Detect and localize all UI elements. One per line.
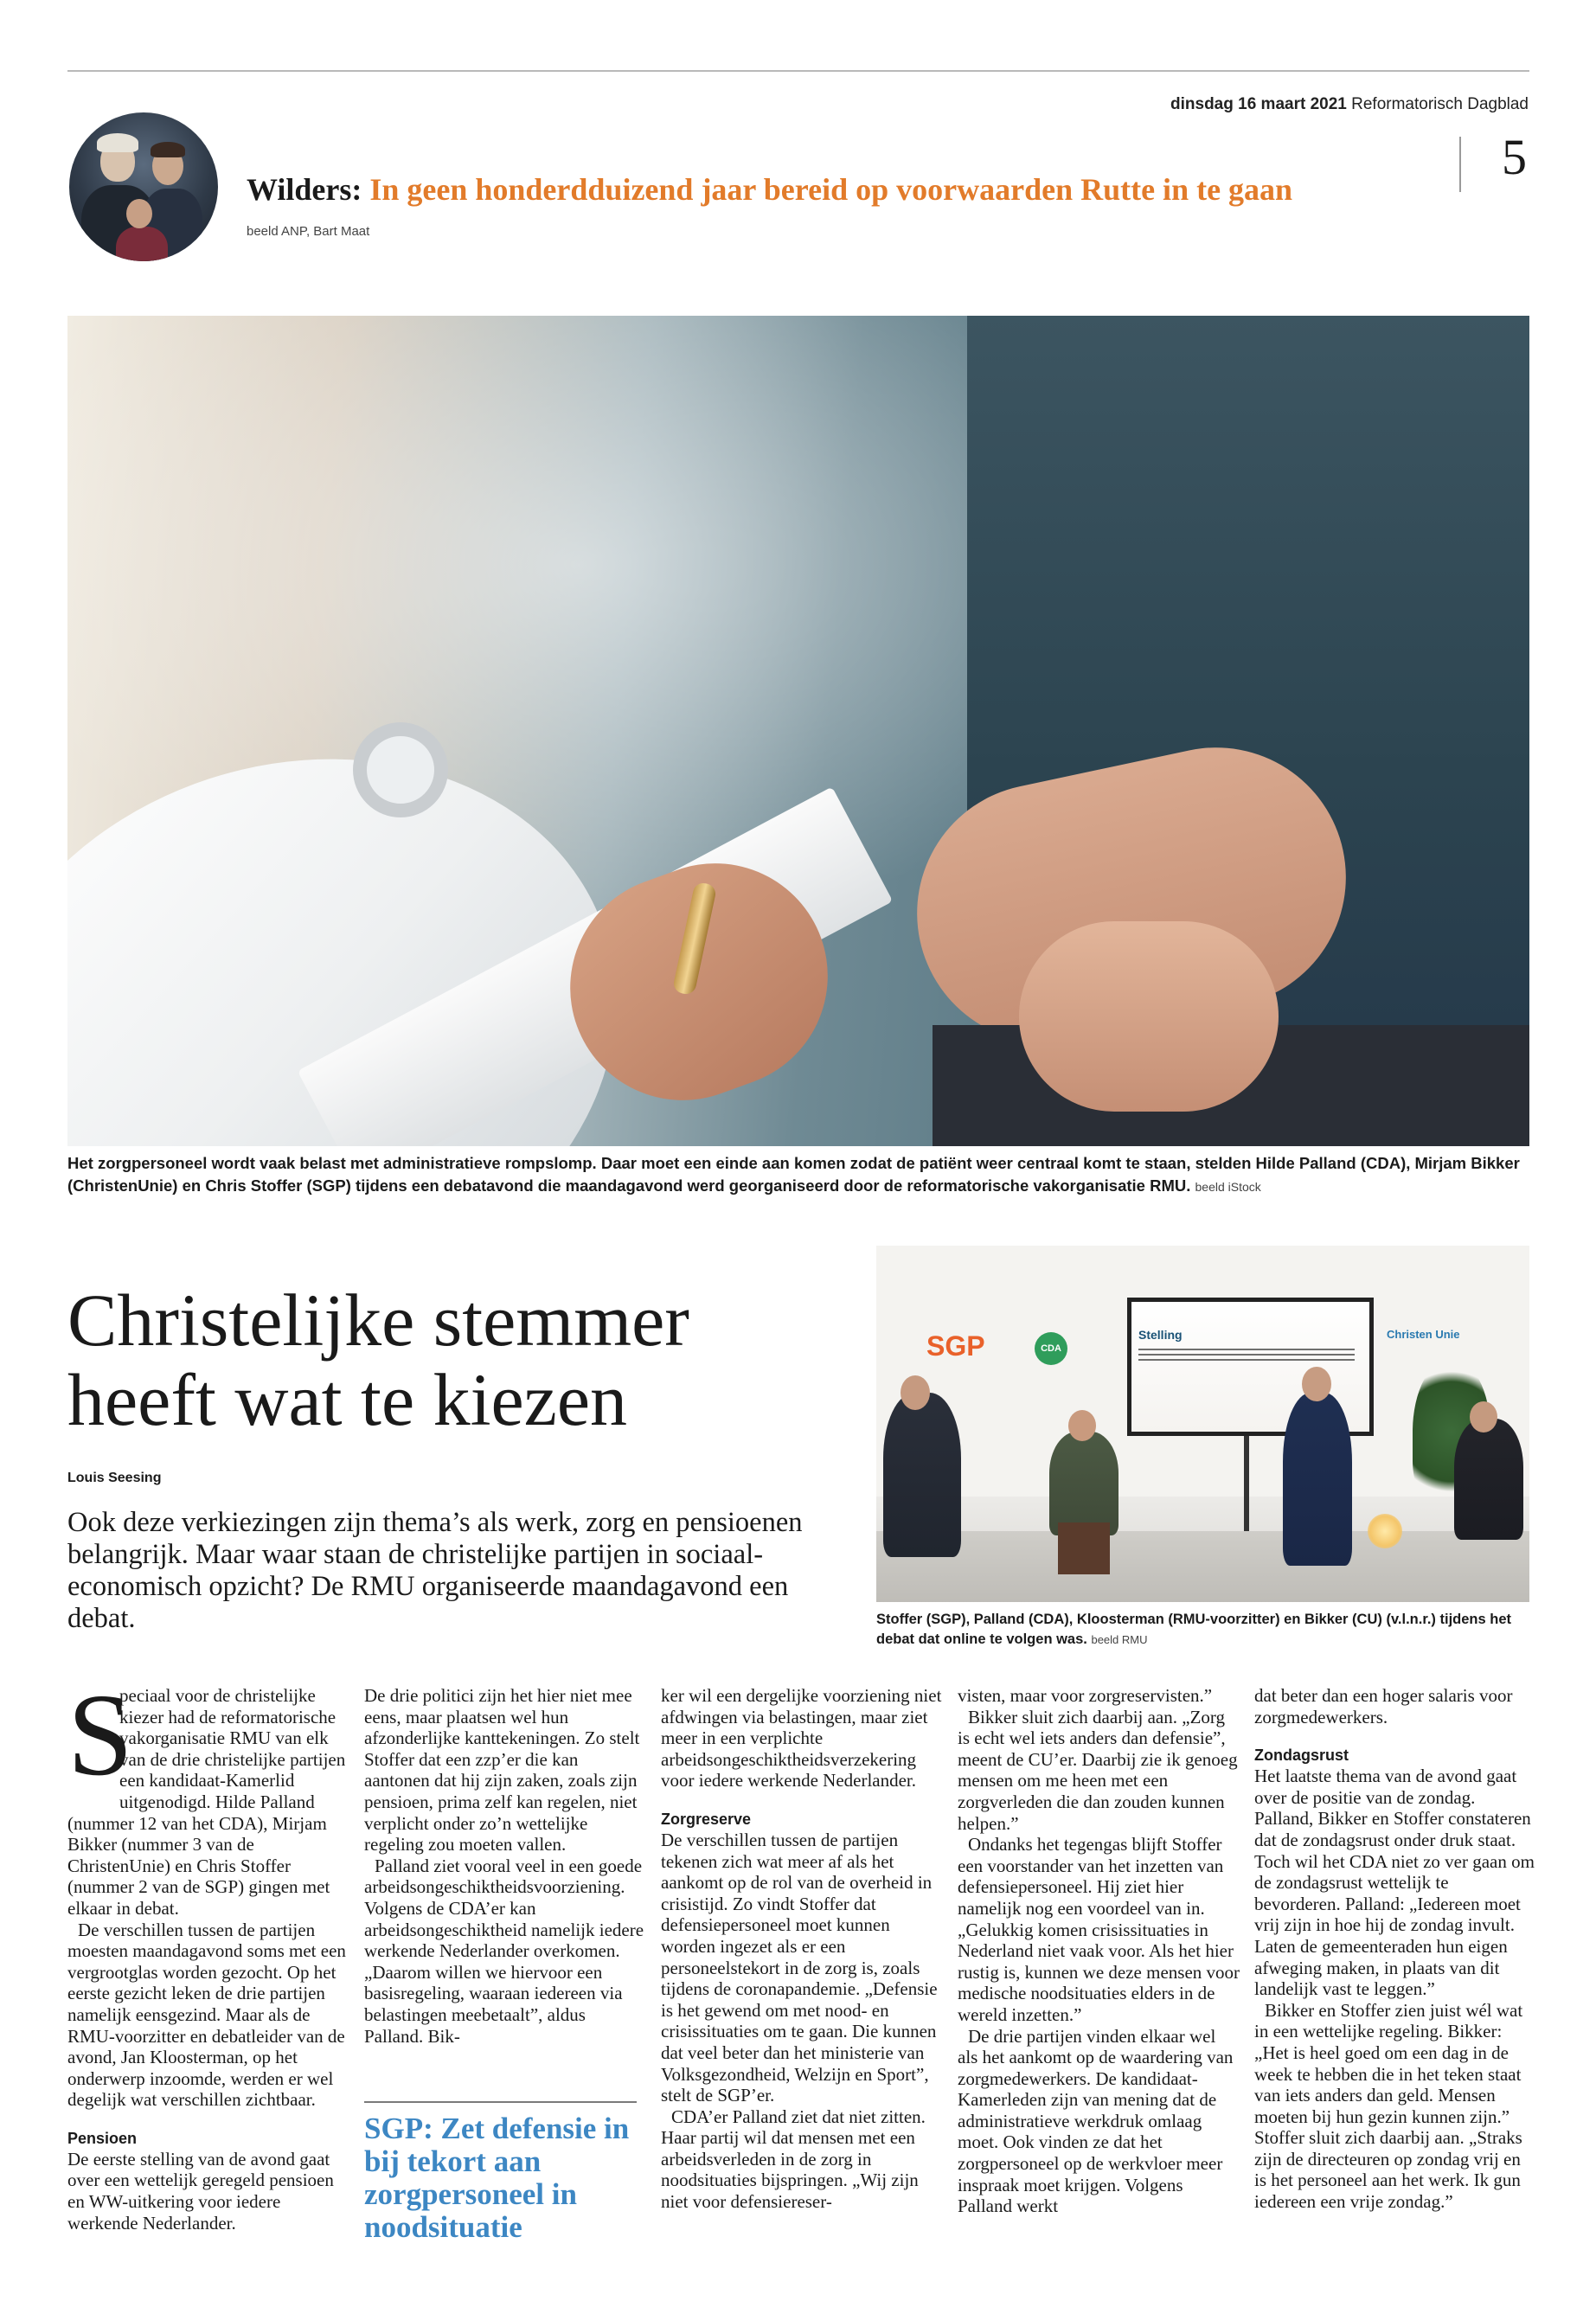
speaker-head	[1302, 1367, 1331, 1401]
body-column-4	[958, 1685, 1240, 2217]
body-paragraph: De drie partijen vinden elkaar wel als het aankomt op de waardering van zorgmedewerkers. De kandidaat-Kamerleden zijn van mening dat de administratieve werkdruk omlaag moet. Ook vinden ze dat het zorgpersoneel op de werkvloer meer inspraak moet krijgen. Volgens Palland werkt	[958, 2025, 1234, 2217]
page-number-divider	[1459, 137, 1461, 192]
body-paragraph: De drie politici zijn het hier niet mee eens, maar plaatsen wel hun afzonderlijke kanttekeningen. Zo stelt Stoffer dat een zzp’er die kan aantonen dat hij zijn zaken, zoals zijn pensioen, prima zelf kan regelen, niet verplicht onder zo’n wettelijke regeling zou moeten vallen.	[364, 1685, 640, 1856]
speaker-stoffer	[883, 1393, 961, 1557]
body-paragraph: dat beter dan een hoger salaris voor zorgmedewerkers.	[1254, 1685, 1513, 1727]
pullquote-rule	[364, 2101, 637, 2103]
screen-stand	[1244, 1436, 1249, 1531]
teaser-photo-face	[126, 199, 152, 228]
body-paragraph: Bikker en Stoffer zien juist wél wat in een wettelijke regeling. Bikker: „Het is heel goed om een dag in de week te hebben die in het teken staat van iets anders dan geld. Mensen moeten bij hun gezin kunnen zijn.” Stoffer sluit zich daarbij aan. „Straks zijn de directeuren op zondag vrij en is het personeel aan het werk. Ik gun iedereen een vrije zondag.”	[1254, 1999, 1523, 2213]
teaser-name: Wilders:	[247, 172, 362, 207]
body-paragraph: De verschillen tussen de partijen moesten maandagavond soms met een vergrootglas worden gezocht. Op het eerste gezicht leken de drie partijen namelijk eensgezind. Maar als de RMU-voorzitter en debatleider van de avond, Jan Kloosterman, op het onderwerp inzoomde, werden er wel degelijk wat verschillen zichtbaar.	[67, 1919, 346, 2111]
teaser-photo-figure	[116, 227, 168, 261]
cda-logo: CDA	[1035, 1332, 1067, 1365]
drop-cap: S	[67, 1670, 133, 1800]
pullquote: SGP: Zet defensie in bij tekort aan zorgpersoneel in noodsituatie	[364, 2112, 630, 2244]
issue-date: dinsdag 16 maart 2021	[1170, 95, 1347, 113]
body-paragraph: peciaal voor de christelijke kiezer had de reformatorische vakorganisatie RMU van elk van de drie christelijke partijen een kandidaat-Kamerlid uitgenodigd. Hilde Palland (nummer 12 van het CDA), Mirjam Bikker (nummer 3 van de ChristenUnie) en Chris Stoffer (nummer 2 van de SGP) gingen met elkaar in debat.	[67, 1685, 346, 1919]
speaker-head	[901, 1375, 930, 1410]
body-paragraph: Het laatste thema van de avond gaat over de positie van de zondag. Palland, Bikker en Stoffer constateren dat de zondagsrust onder druk staat. Toch wil het CDA niet zo ver gaan om de zondagsrust wettelijk te bevorderen. Palland: „Iedereen moet vrij zijn in hoe hij de zondag invult. Laten de gemeenteraden hun eigen afweging maken, in plaats van dit landelijk vast te leggen.”	[1254, 1766, 1535, 2000]
body-paragraph: Ondanks het tegengas blijft Stoffer een voorstander van het inzetten van defensiepersoneel. Hij ziet hier namelijk nog een voordeel van in. „Gelukkig komen crisissituaties in Nederland niet vaak voor. Als het hier rustig is, kunnen we deze mensen voor medische noodsituaties elders in de wereld inzetten.”	[958, 1834, 1240, 2025]
hero-photo-patient-hands	[1019, 921, 1279, 1112]
christenunie-logo: Christen Unie	[1387, 1328, 1460, 1341]
body-column-3	[661, 1685, 943, 2213]
teaser-photo-credit: beeld ANP, Bart Maat	[247, 224, 370, 239]
speaker-palland	[1049, 1432, 1118, 1535]
teaser-text: In geen honderdduizend jaar bereid op voorwaarden Rutte in te gaan	[369, 172, 1293, 207]
body-paragraph: CDA’er Palland ziet dat niet zitten. Haar partij wil dat mensen met een arbeidsverleden in de zorg in noodsituaties bijspringen. „Wij zijn niet voor defensiereser-	[661, 2106, 926, 2213]
hero-photo-credit: beeld iStock	[1195, 1180, 1261, 1194]
body-paragraph: visten, maar voor zorgreservisten.”	[958, 1685, 1213, 1706]
body-column-2	[364, 1685, 646, 2047]
sgp-logo: SGP	[926, 1330, 985, 1362]
body-paragraph: De verschillen tussen de partijen tekenen zich wat meer af als het aankomt op de rol van de overheid in crisistijd. Zo vindt Stoffer dat defensiepersoneel moet kunnen worden ingezet als er een personeelstekort in de zorg is, zoals tijdens de coronapandemie. „Defensie is het gewend om met nood- en crisissituaties om te gaan. Die kunnen dat veel beter dan het ministerie van Volksgezondheid, Welzijn en Sport”, stelt de SGP’er.	[661, 1829, 938, 2106]
article-headline: Christelijke stemmer heeft wat te kiezen	[67, 1279, 689, 1441]
speaker-kloosterman	[1283, 1393, 1352, 1566]
hero-caption	[67, 1152, 1529, 1198]
subheading-zorgreserve: Zorgreserve	[661, 1810, 752, 1828]
debate-photo-floor	[876, 1531, 1529, 1602]
publication-name: Reformatorisch Dagblad	[1351, 95, 1529, 113]
body-paragraph: Bikker sluit zich daarbij aan. „Zorg is echt wel iets anders dan defensie”, meent de CU’er. Daarbij zie ik genoeg mensen om me heen met een zorgverleden die dan zouden kunnen helpen.”	[958, 1706, 1238, 1834]
debate-photo-credit: beeld RMU	[1091, 1633, 1148, 1646]
hero-caption-text: Het zorgpersoneel wordt vaak belast met administratieve rompslomp. Daar moet een einde aan komen zodat de patiënt weer centraal komt te staan, stelden Hilde Palland (CDA), Mirjam Bikker (ChristenUnie) en Chris Stoffer (SGP) tijdens een debatavond die maandagavond werd georganiseerd door de reformatorische vakorganisatie RMU.	[67, 1154, 1520, 1195]
subheading-zondagsrust: Zondagsrust	[1254, 1747, 1349, 1765]
screen-text-lines	[1138, 1349, 1355, 1364]
speaker-bikker	[1454, 1419, 1523, 1540]
teaser-photo-hair	[97, 133, 138, 152]
dateline	[1170, 95, 1529, 114]
body-paragraph: ker wil een dergelijke voorziening niet afdwingen via belastingen, maar ziet meer in een verplichte arbeidsongeschiktheidsverzekering voor iedere werkende Nederlander.	[661, 1685, 942, 1791]
subheading-pensioen: Pensioen	[67, 2129, 138, 2147]
body-column-1	[67, 1670, 349, 2234]
hero-photo-stethoscope	[353, 722, 448, 817]
speaker-head	[1470, 1401, 1497, 1433]
debate-photo	[876, 1246, 1529, 1602]
body-paragraph: De eerste stelling van de avond gaat over een wettelijk geregeld pensioen en WW-uitkering voor iedere werkende Nederlander.	[67, 2148, 334, 2234]
floor-lamp	[1368, 1514, 1402, 1548]
article-intro: Ook deze verkiezingen zijn thema’s als werk, zorg en pensioenen belangrijk. Maar waar staan de christelijke partijen in sociaal-economisch opzicht? De RMU organiseerde maandagavond een debat.	[67, 1507, 803, 1634]
screen-title: Stelling	[1138, 1328, 1183, 1342]
hero-photo	[67, 316, 1529, 1146]
top-rule	[67, 70, 1529, 72]
teaser-photo-hair	[151, 142, 185, 157]
debate-photo-caption	[876, 1610, 1529, 1650]
body-paragraph: Palland ziet vooral veel in een goede arbeidsongeschiktheidsvoorziening. Volgens de CDA’er kan arbeidsongeschiktheid namelijk iedere werkende Nederlander overkomen. „Daarom willen we hiervoor een basisregeling, waaraan iedereen via belastingen meebetaalt”, aldus Palland. Bik-	[364, 1855, 644, 2047]
article-byline: Louis Seesing	[67, 1471, 162, 1485]
teaser-headline[interactable]	[247, 171, 1292, 208]
page-number: 5	[1502, 129, 1527, 185]
body-column-5	[1254, 1685, 1536, 2213]
speaker-legs	[1058, 1522, 1110, 1574]
teaser-photo[interactable]	[69, 112, 218, 261]
speaker-head	[1068, 1410, 1096, 1441]
debate-photo-caption-text: Stoffer (SGP), Palland (CDA), Kloosterman (RMU-voorzitter) en Bikker (CU) (v.l.n.r.) tijdens het debat dat online te volgen was.	[876, 1612, 1512, 1647]
